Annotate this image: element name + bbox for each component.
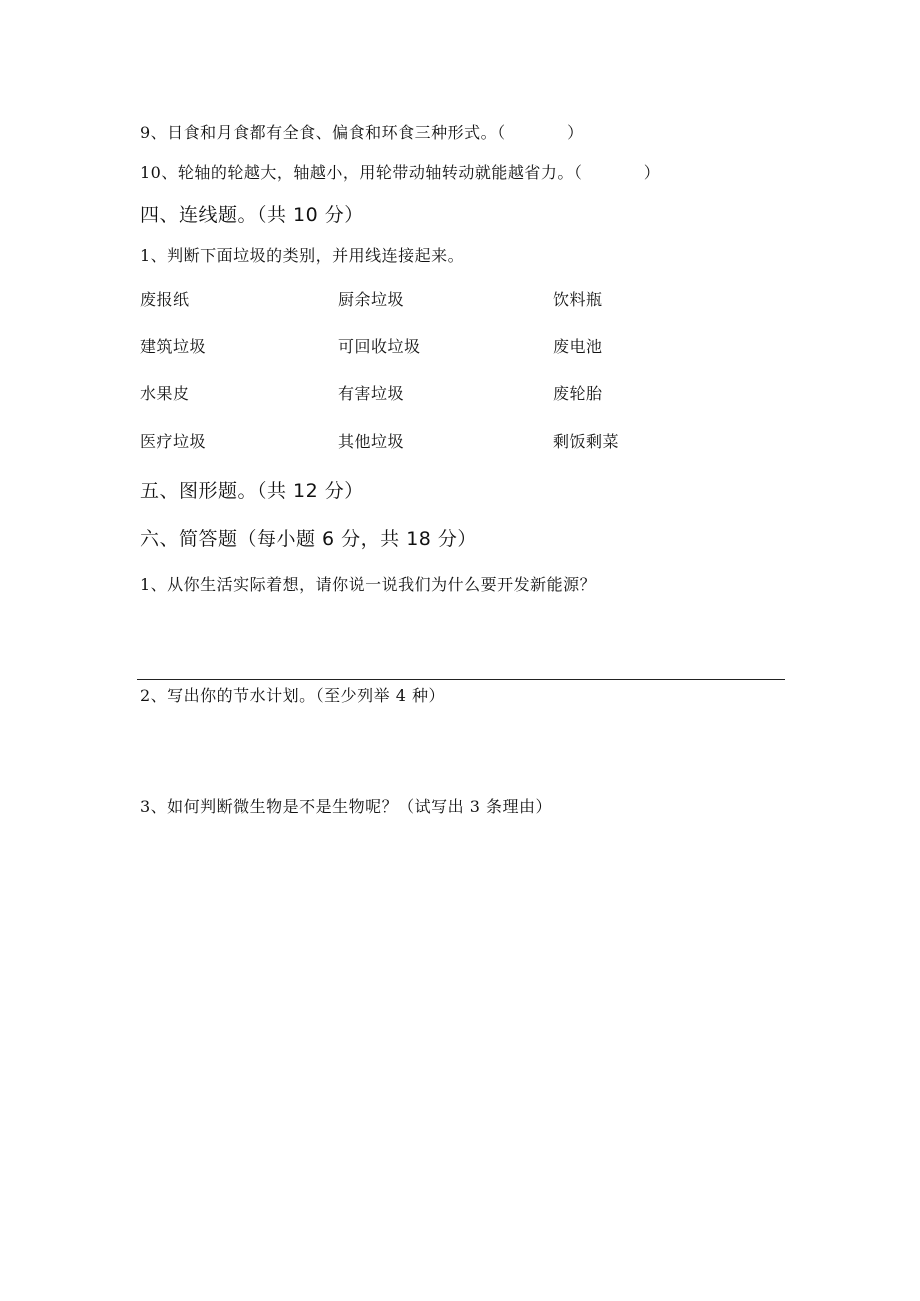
- short-answer-1: 1、从你生活实际着想，请你说一说我们为什么要开发新能源？: [140, 575, 597, 594]
- section-4-heading: 四、连线题。（共 10 分）: [140, 204, 364, 226]
- section-5-heading: 五、图形题。（共 12 分）: [140, 480, 364, 502]
- matching-left-4: 医疗垃圾: [140, 432, 207, 451]
- matching-middle-2: 可回收垃圾: [338, 337, 421, 356]
- matching-right-2: 废电池: [553, 337, 603, 356]
- matching-left-1: 废报纸: [140, 290, 190, 309]
- short-answer-3: 3、如何判断微生物是不是生物呢？（试写出 3 条理由）: [140, 797, 553, 816]
- question-10: 10、轮轴的轮越大，轴越小，用轮带动轴转动就能越省力。（ ）: [140, 163, 661, 182]
- question-9: 9、日食和月食都有全食、偏食和环食三种形式。（ ）: [140, 123, 584, 142]
- answer-rule: [137, 679, 785, 680]
- matching-question: 1、判断下面垃圾的类别，并用线连接起来。: [140, 246, 465, 265]
- matching-left-3: 水果皮: [140, 384, 190, 403]
- matching-left-2: 建筑垃圾: [140, 337, 207, 356]
- matching-middle-3: 有害垃圾: [338, 384, 405, 403]
- matching-right-1: 饮料瓶: [553, 290, 603, 309]
- short-answer-2: 2、写出你的节水计划。（至少列举 4 种）: [140, 686, 446, 705]
- section-6-heading: 六、简答题（每小题 6 分，共 18 分）: [140, 528, 477, 550]
- matching-right-4: 剩饭剩菜: [553, 432, 620, 451]
- matching-middle-1: 厨余垃圾: [338, 290, 405, 309]
- matching-middle-4: 其他垃圾: [338, 432, 405, 451]
- matching-right-3: 废轮胎: [553, 384, 603, 403]
